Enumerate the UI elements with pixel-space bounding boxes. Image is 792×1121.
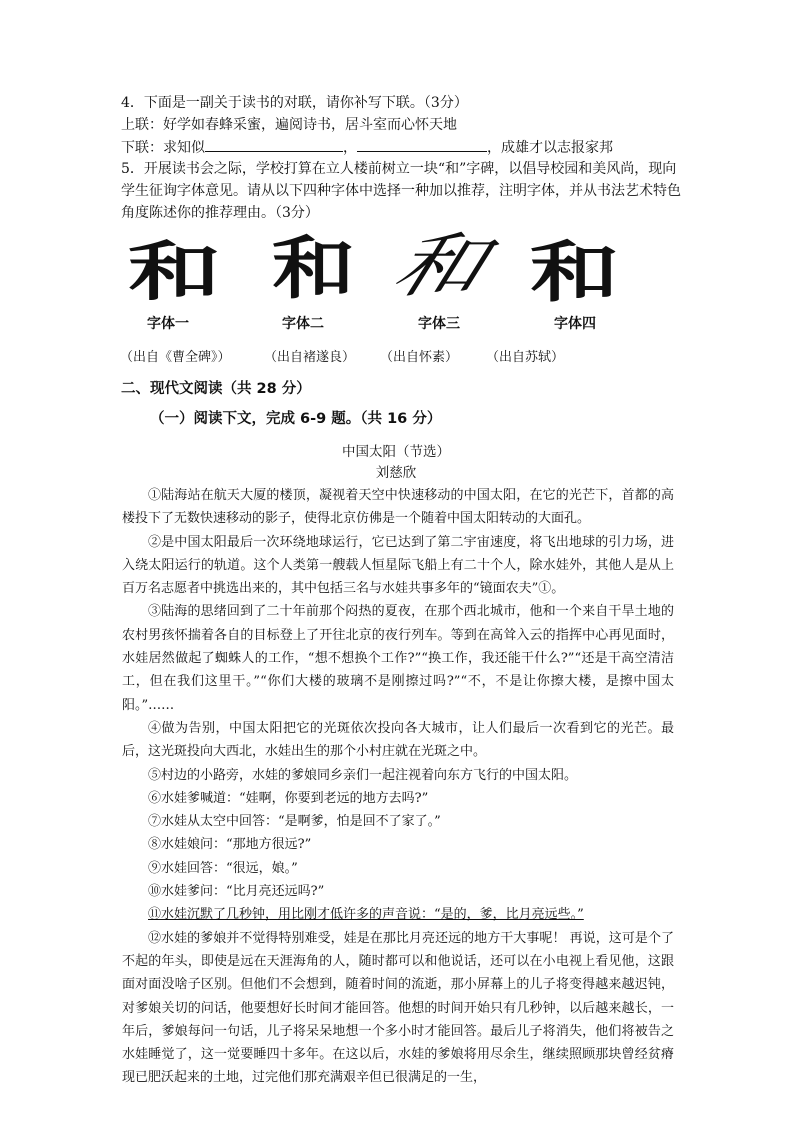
article-paragraph-10: ⑩水娃爹问：“比月亮还远吗?” [148,884,325,900]
q4-lower-couplet [121,137,613,159]
calligraphy-glyph-1: 和 [128,236,218,310]
answer-blank-2[interactable] [357,137,487,152]
q5-prompt-line1: 5．开展读书会之际，学校打算在立人楼前树立一块“和”字碑，以倡导校园和美风尚，现向 [121,161,677,177]
article-paragraph-9: ⑨水娃回答：“很远，娘。” [148,860,298,876]
font-label-3: 字体三 [418,316,460,332]
article-paragraph-7: ⑦水娃从太空中回答：“是啊爹，怕是回不了家了。” [148,814,441,830]
calligraphy-glyph-3: 和 [383,225,497,307]
article-paragraph-3: ③陆海的思绪回到了二十年前那个闷热的夏夜，在那个西北城市，他和一个来自干旱土地的农村男孩怀揣着各自的目标登上了开往北京的夜行列车。等到在高耸入云的指挥中心再见面时，水娃居然做起了蜘蛛人的工作，“想不想换个工作?”“换工作，我还能干什么?”“还是干高空清洁工，但在我们这里干。”“你们大楼的玻璃不是刚擦过吗?”“不，不是让你擦大楼，是擦中国太阳。”…… [122,604,674,713]
article-author: 刘慈欣 [375,465,417,481]
calligraphy-glyph-2: 和 [272,229,355,309]
q4-comma: ， [343,140,357,156]
article-title: 中国太阳（节选） [342,444,450,460]
font-label-1: 字体一 [147,316,189,332]
q4-lower-prefix: 下联：求知似 [121,140,205,156]
q4-upper-couplet: 上联：好学如春蜂采蜜，遍阅诗书，居斗室而心怀天地 [121,117,457,133]
q4-lower-suffix: ，成雄才以志报家邦 [487,140,613,156]
article-paragraph-2: ②是中国太阳最后一次环绕地球运行，它已达到了第二宇宙速度，将飞出地球的引力场，进入绕太阳运行的轨道。这个人类第一艘载人恒星际飞船上有二十个人，除水娃外，其他人是从上百万名志愿者中挑选出来的，其中包括三名与水娃共事多年的“镜面农夫”①。 [122,534,674,597]
font-source-1: （出自《曹全碑》） [120,350,231,365]
answer-blank-1[interactable] [205,137,343,152]
q5-prompt-line3: 角度陈述你的推荐理由。（3分） [121,205,319,221]
article-body [122,484,674,1090]
article-paragraph-11 [122,903,674,926]
article-paragraph-1: ①陆海站在航天大厦的楼顶，凝视着天空中快速移动的中国太阳，在它的光芒下，首都的高楼投下了无数快速移动的影子，使得北京仿佛是一个随着中国太阳转动的大面孔。 [122,488,674,527]
article-paragraph-4: ④做为告别，中国太阳把它的光斑依次投向各大城市，让人们最后一次看到它的光芒。最后，这光斑投向大西北，水娃出生的那个小村庄就在光斑之中。 [122,720,674,760]
article-paragraph-5: ⑤村边的小路旁，水娃的爹娘同乡亲们一起注视着向东方飞行的中国太阳。 [148,767,578,783]
font-label-2: 字体二 [282,316,324,332]
underlined-sentence: ⑪水娃沉默了几秒钟，用比刚才低许多的声音说：“是的，爹，比月亮远些。” [148,907,584,923]
font-source-3: （出自怀素） [380,350,459,365]
article-paragraph-6: ⑥水娃爹喊道：“娃啊，你要到老远的地方去吗?” [148,790,429,806]
section-heading: 二、现代文阅读（共 28 分） [121,381,311,397]
article-paragraph-8: ⑧水娃娘问：“那地方很远?” [148,837,312,853]
font-source-2: （出自褚遂良） [264,350,356,365]
q5-prompt-line2: 学生征询字体意见。请从以下四种字体中选择一种加以推荐，注明字体，并从书法艺术特色 [121,183,681,199]
subsection-heading: （一）阅读下文，完成 6-9 题。（共 16 分） [150,411,442,427]
calligraphy-glyph-4: 和 [530,233,620,311]
article-paragraph-12: ⑫水娃的爹娘并不觉得特别难受，娃是在那比月亮还远的地方干大事呢！ 再说，这可是个了不起的年头，即使是远在天涯海角的人，随时都可以和他说话，还可以在小电视上看见他，这跟面对面没啥子区别。但他们不会想到，随着时间的流逝，那小屏幕上的儿子将变得越来越迟钝，对爹娘关切的问话，他要想好长时间才能回答。他想的时间开始只有几秒钟，以后越来越长，一年后，爹娘每问一句话，儿子将呆呆地想一个多小时才能回答。最后儿子将消失，他们将被告之水娃睡觉了，这一觉要睡四十多年。在这以后，水娃的爹娘将用尽余生，继续照顾那块曾经贫瘠现已肥沃起来的土地，过完他们那充满艰辛但已很满足的一生， [122,930,674,1086]
font-label-4: 字体四 [554,316,596,332]
q4-prompt: 4．下面是一副关于读书的对联，请你补写下联。（3分） [121,95,468,111]
font-source-4: （出自苏轼） [486,350,565,365]
